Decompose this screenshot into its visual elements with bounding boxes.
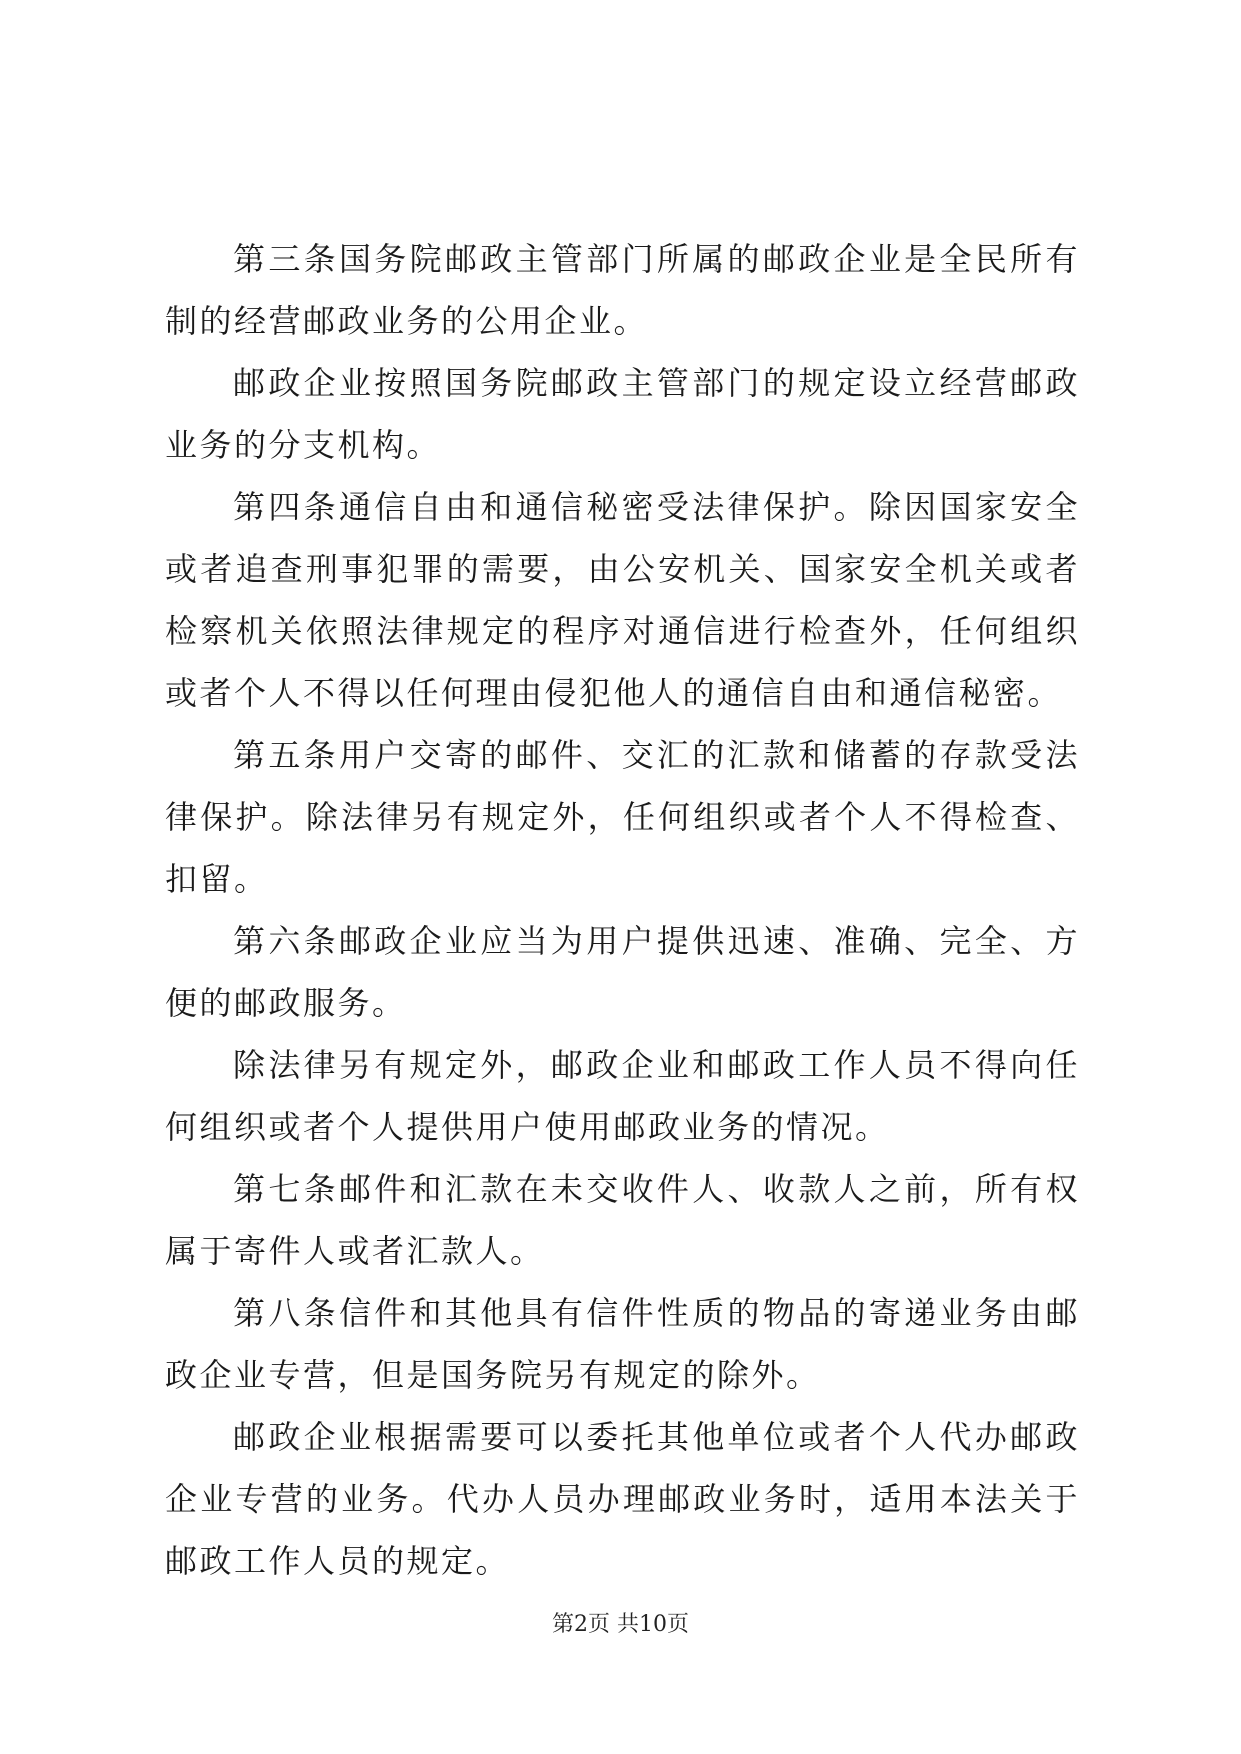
paragraph-article-8-agency: 邮政企业根据需要可以委托其他单位或者个人代办邮政企业专营的业务。代办人员办理邮政业务时，适用本法关于邮政工作人员的规定。 <box>165 1418 1080 1580</box>
paragraph-article-4: 第四条通信自由和通信秘密受法律保护。除因国家安全或者追查刑事犯罪的需要，由公安机关、国家安全机关或者检察机关依照法律规定的程序对通信进行检查外，任何组织或者个人不得以任何理由侵犯他人的通信自由和通信秘密。 <box>165 488 1080 712</box>
document-body <box>165 228 1080 1592</box>
paragraph-article-3-branch: 邮政企业按照国务院邮政主管部门的规定设立经营邮政业务的分支机构。 <box>165 364 1080 464</box>
paragraph-article-6: 第六条邮政企业应当为用户提供迅速、准确、完全、方便的邮政服务。 <box>165 922 1080 1022</box>
paragraph-article-5: 第五条用户交寄的邮件、交汇的汇款和储蓄的存款受法律保护。除法律另有规定外，任何组织或者个人不得检查、扣留。 <box>165 736 1080 898</box>
paragraph-article-7: 第七条邮件和汇款在未交收件人、收款人之前，所有权属于寄件人或者汇款人。 <box>165 1170 1080 1270</box>
paragraph-article-8: 第八条信件和其他具有信件性质的物品的寄递业务由邮政企业专营，但是国务院另有规定的除外。 <box>165 1294 1080 1394</box>
paragraph-article-3: 第三条国务院邮政主管部门所属的邮政企业是全民所有制的经营邮政业务的公用企业。 <box>165 240 1080 340</box>
page-footer: 第2页 共10页 <box>552 1612 689 1637</box>
paragraph-article-6-privacy: 除法律另有规定外，邮政企业和邮政工作人员不得向任何组织或者个人提供用户使用邮政业务的情况。 <box>165 1046 1080 1146</box>
